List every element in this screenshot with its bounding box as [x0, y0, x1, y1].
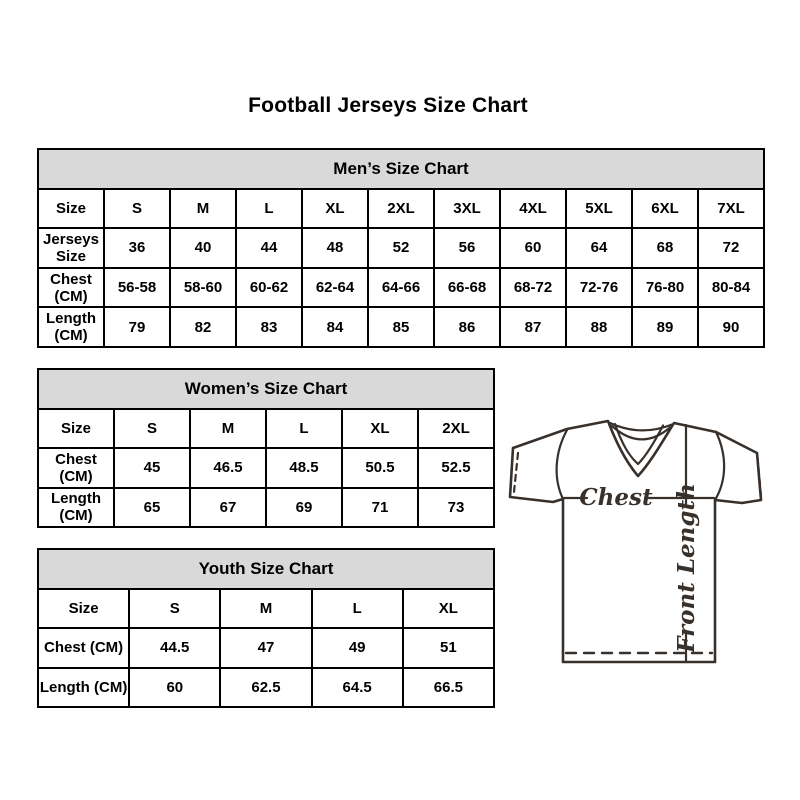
size-cell: M: [170, 189, 236, 229]
size-cell: 36: [104, 228, 170, 268]
size-cell: 83: [236, 307, 302, 347]
mens-size-table: [37, 148, 765, 348]
youth-size-table: [37, 548, 495, 708]
size-cell: 84: [302, 307, 368, 347]
left-cuff-stitch: [514, 453, 518, 492]
size-cell: 89: [632, 307, 698, 347]
table-row: [38, 307, 764, 347]
size-cell: XL: [302, 189, 368, 229]
size-cell: 4XL: [500, 189, 566, 229]
table-row: [38, 668, 494, 708]
size-cell: XL: [403, 589, 494, 629]
size-cell: 90: [698, 307, 764, 347]
table-row: [38, 488, 494, 528]
size-cell: 60-62: [236, 268, 302, 308]
size-cell: 67: [190, 488, 266, 528]
table-row: [38, 268, 764, 308]
size-cell: 68-72: [500, 268, 566, 308]
size-cell: 6XL: [632, 189, 698, 229]
size-cell: 80-84: [698, 268, 764, 308]
right-armhole-seam: [715, 432, 724, 500]
row-label: Size: [38, 589, 129, 629]
table-title: Youth Size Chart: [38, 549, 494, 589]
table-header-row: [38, 549, 494, 589]
size-cell: 68: [632, 228, 698, 268]
table-header-row: [38, 369, 494, 409]
size-cell: 2XL: [418, 409, 494, 449]
size-cell: 52: [368, 228, 434, 268]
size-cell: L: [236, 189, 302, 229]
row-label: Chest (CM): [38, 268, 104, 308]
row-label: Size: [38, 189, 104, 229]
womens-size-table: [37, 368, 495, 528]
size-cell: 44.5: [129, 628, 220, 668]
row-label: Chest (CM): [38, 448, 114, 488]
front-length-label: Front Length: [673, 483, 700, 653]
size-cell: 65: [114, 488, 190, 528]
size-cell: 69: [266, 488, 342, 528]
size-cell: L: [266, 409, 342, 449]
size-cell: 72: [698, 228, 764, 268]
size-cell: L: [312, 589, 403, 629]
size-cell: S: [129, 589, 220, 629]
size-cell: S: [104, 189, 170, 229]
size-cell: 45: [114, 448, 190, 488]
size-cell: 73: [418, 488, 494, 528]
table-row: [38, 589, 494, 629]
size-cell: 56: [434, 228, 500, 268]
size-cell: 60: [129, 668, 220, 708]
size-cell: 64.5: [312, 668, 403, 708]
size-table: [37, 548, 495, 708]
size-cell: 64-66: [368, 268, 434, 308]
row-label: Size: [38, 409, 114, 449]
size-cell: 51: [403, 628, 494, 668]
size-cell: 64: [566, 228, 632, 268]
page-title: Football Jerseys Size Chart: [248, 94, 528, 117]
row-label: Length (CM): [38, 488, 114, 528]
row-label: Chest (CM): [38, 628, 129, 668]
table-row: [38, 409, 494, 449]
chest-label: Chest: [579, 484, 653, 511]
size-cell: 60: [500, 228, 566, 268]
size-cell: 82: [170, 307, 236, 347]
size-cell: 71: [342, 488, 418, 528]
size-cell: 86: [434, 307, 500, 347]
size-cell: 50.5: [342, 448, 418, 488]
size-cell: 48.5: [266, 448, 342, 488]
size-cell: 2XL: [368, 189, 434, 229]
size-cell: 79: [104, 307, 170, 347]
size-cell: 40: [170, 228, 236, 268]
size-cell: M: [220, 589, 311, 629]
size-cell: 48: [302, 228, 368, 268]
collar-back-arc-1: [610, 423, 672, 430]
size-cell: 62.5: [220, 668, 311, 708]
table-title: Men’s Size Chart: [38, 149, 764, 189]
size-cell: 85: [368, 307, 434, 347]
size-cell: XL: [342, 409, 418, 449]
size-cell: 56-58: [104, 268, 170, 308]
row-label: Length (CM): [38, 307, 104, 347]
table-row: [38, 628, 494, 668]
row-label: Length (CM): [38, 668, 129, 708]
table-row: [38, 228, 764, 268]
table-title: Women’s Size Chart: [38, 369, 494, 409]
size-table: [37, 368, 495, 528]
size-cell: 58-60: [170, 268, 236, 308]
size-cell: 76-80: [632, 268, 698, 308]
size-cell: 46.5: [190, 448, 266, 488]
size-cell: 66.5: [403, 668, 494, 708]
table-row: [38, 448, 494, 488]
size-cell: 3XL: [434, 189, 500, 229]
size-cell: S: [114, 409, 190, 449]
size-cell: 88: [566, 307, 632, 347]
size-cell: 87: [500, 307, 566, 347]
size-table: [37, 148, 765, 348]
size-cell: 49: [312, 628, 403, 668]
size-cell: M: [190, 409, 266, 449]
size-cell: 62-64: [302, 268, 368, 308]
size-cell: 66-68: [434, 268, 500, 308]
size-cell: 5XL: [566, 189, 632, 229]
jersey-measurement-diagram: [500, 398, 775, 673]
size-cell: 7XL: [698, 189, 764, 229]
table-header-row: [38, 149, 764, 189]
left-armhole-seam: [557, 430, 567, 499]
size-cell: 52.5: [418, 448, 494, 488]
size-cell: 72-76: [566, 268, 632, 308]
size-cell: 47: [220, 628, 311, 668]
size-cell: 44: [236, 228, 302, 268]
table-row: [38, 189, 764, 229]
row-label: Jerseys Size: [38, 228, 104, 268]
